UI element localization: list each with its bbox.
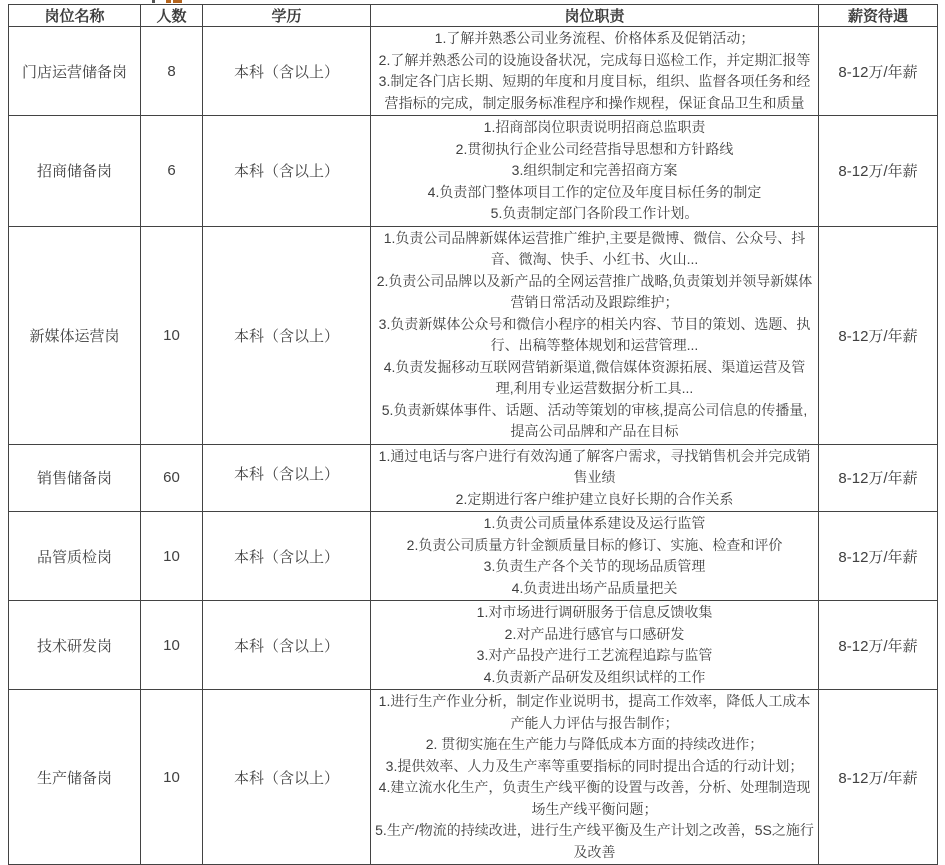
duties-cell (371, 27, 819, 116)
duty-item: 2.贯彻执行企业公司经营指导思想和方针路线 (455, 140, 734, 157)
duty-item: 4.负责进出场产品质量把关 (511, 579, 678, 596)
duties-cell (371, 226, 819, 444)
duty-item: 4.建立流水化生产，负责生产线平衡的设置与改善，分析、处理制造现场生产线平衡问题； (378, 779, 811, 817)
duty-item: 3.负责新媒体公众号和微信小程序的相关内容、节目的策划、选题、执行、出稿等整体规划和运营管理... (378, 315, 811, 353)
education-cell: 本科（含以上） (203, 512, 371, 601)
salary-cell: 8-12万/年薪 (819, 690, 938, 865)
position-name-cell: 销售储备岗 (9, 444, 141, 512)
table-row (9, 27, 938, 116)
duty-item: 1.负责公司品牌新媒体运营推广维护,主要是微博、微信、公众号、抖音、微淘、快手、小红书、火山... (383, 229, 806, 267)
duties-cell (371, 601, 819, 690)
education-cell: 本科（含以上） (203, 601, 371, 690)
headcount-cell: 6 (141, 116, 203, 227)
column-header: 人数 (141, 5, 203, 27)
column-header: 岗位名称 (9, 5, 141, 27)
column-header: 学历 (203, 5, 371, 27)
table-row (9, 601, 938, 690)
duty-item: 5.负责制定部门各阶段工作计划。 (490, 205, 699, 221)
duty-item: 2.负责公司质量方针金额质量目标的修订、实施、检查和评价 (406, 536, 783, 553)
duty-item: 1.对市场进行调研服务于信息反馈收集 (476, 604, 713, 620)
duty-item: 4.负责发掘移动互联网营销新渠道,微信媒体资源拓展、渠道运营及管理,利用专业运营数据分析工具... (383, 358, 806, 396)
recruitment-table-wrap (8, 4, 938, 865)
position-name-cell: 新媒体运营岗 (9, 226, 141, 444)
column-header: 岗位职责 (371, 5, 819, 27)
position-name-cell: 门店运营储备岗 (9, 27, 141, 116)
duty-item: 3.负责生产各个关节的现场品质管理 (483, 558, 706, 574)
duty-item: 2.定期进行客户维护建立良好长期的合作关系 (455, 490, 734, 507)
salary-cell: 8-12万/年薪 (819, 601, 938, 690)
duty-item: 3.制定各门店长期、短期的年度和月度目标，组织、监督各项任务和经营指标的完成，制定服务标准程序和操作规程，保证食品卫生和质量 (378, 73, 811, 111)
duty-item: 1.通过电话与客户进行有效沟通了解客户需求，寻找销售机会并完成销售业绩 (378, 447, 811, 485)
table-row (9, 116, 938, 227)
salary-cell: 8-12万/年薪 (819, 226, 938, 444)
position-name-cell: 技术研发岗 (9, 601, 141, 690)
education-cell: 本科（含以上） (203, 27, 371, 116)
duty-item: 2.负责公司品牌以及新产品的全网运营推广战略,负责策划并领导新媒体营销日常活动及跟踪维护； (376, 272, 813, 310)
duty-item: 1.进行生产作业分析，制定作业说明书，提高工作效率，降低人工成本产能人力评估与报告制作； (378, 693, 811, 731)
duty-item: 2. 贯彻实施在生产能力与降低成本方面的持续改进作； (425, 736, 764, 752)
duty-item: 3.提供效率、人力及生产率等重要指标的同时提出合适的行动计划； (385, 757, 804, 774)
salary-cell: 8-12万/年薪 (819, 116, 938, 227)
position-name-cell: 生产储备岗 (9, 690, 141, 865)
headcount-cell: 10 (141, 690, 203, 865)
header-row (9, 5, 938, 27)
position-name-cell: 招商储备岗 (9, 116, 141, 227)
duty-item: 1.负责公司质量体系建设及运行监管 (483, 515, 706, 531)
education-cell: 本科（含以上） (203, 444, 371, 512)
duty-item: 2.了解并熟悉公司的设施设备状况，完成每日巡检工作，并定期汇报等 (378, 51, 811, 68)
recruitment-table (8, 4, 938, 865)
duties-cell (371, 690, 819, 865)
salary-cell: 8-12万/年薪 (819, 27, 938, 116)
headcount-cell: 8 (141, 27, 203, 116)
duties-cell (371, 116, 819, 227)
education-cell: 本科（含以上） (203, 226, 371, 444)
headcount-cell: 10 (141, 512, 203, 601)
duties-cell (371, 512, 819, 601)
headcount-cell: 60 (141, 444, 203, 512)
education-cell: 本科（含以上） (203, 116, 371, 227)
table-body (9, 27, 938, 865)
duty-item: 4.负责新产品研发及组织试样的工作 (483, 668, 706, 685)
column-header: 薪资待遇 (819, 5, 938, 27)
duty-item: 1.了解并熟悉公司业务流程、价格体系及促销活动； (434, 30, 755, 46)
duty-item: 3.组织制定和完善招商方案 (511, 162, 678, 178)
education-cell: 本科（含以上） (203, 690, 371, 865)
table-row (9, 226, 938, 444)
duty-item: 5.负责新媒体事件、话题、活动等策划的审核,提高公司信息的传播量,提高公司品牌和产品在目标 (381, 401, 808, 439)
table-row (9, 690, 938, 865)
salary-cell: 8-12万/年薪 (819, 512, 938, 601)
duty-item: 1.招商部岗位职责说明招商总监职责 (483, 119, 706, 135)
headcount-cell: 10 (141, 601, 203, 690)
duty-item: 3.对产品投产进行工艺流程追踪与监管 (476, 647, 713, 663)
table-row (9, 444, 938, 512)
duty-item: 2.对产品进行感官与口感研发 (504, 625, 685, 642)
duty-item: 4.负责部门整体项目工作的定位及年度目标任务的制定 (427, 183, 762, 200)
table-row (9, 512, 938, 601)
position-name-cell: 品管质检岗 (9, 512, 141, 601)
headcount-cell: 10 (141, 226, 203, 444)
duty-item: 5.生产/物流的持续改进，进行生产线平衡及生产计划之改善，5S之施行及改善 (375, 822, 814, 860)
salary-cell: 8-12万/年薪 (819, 444, 938, 512)
duties-cell (371, 444, 819, 512)
